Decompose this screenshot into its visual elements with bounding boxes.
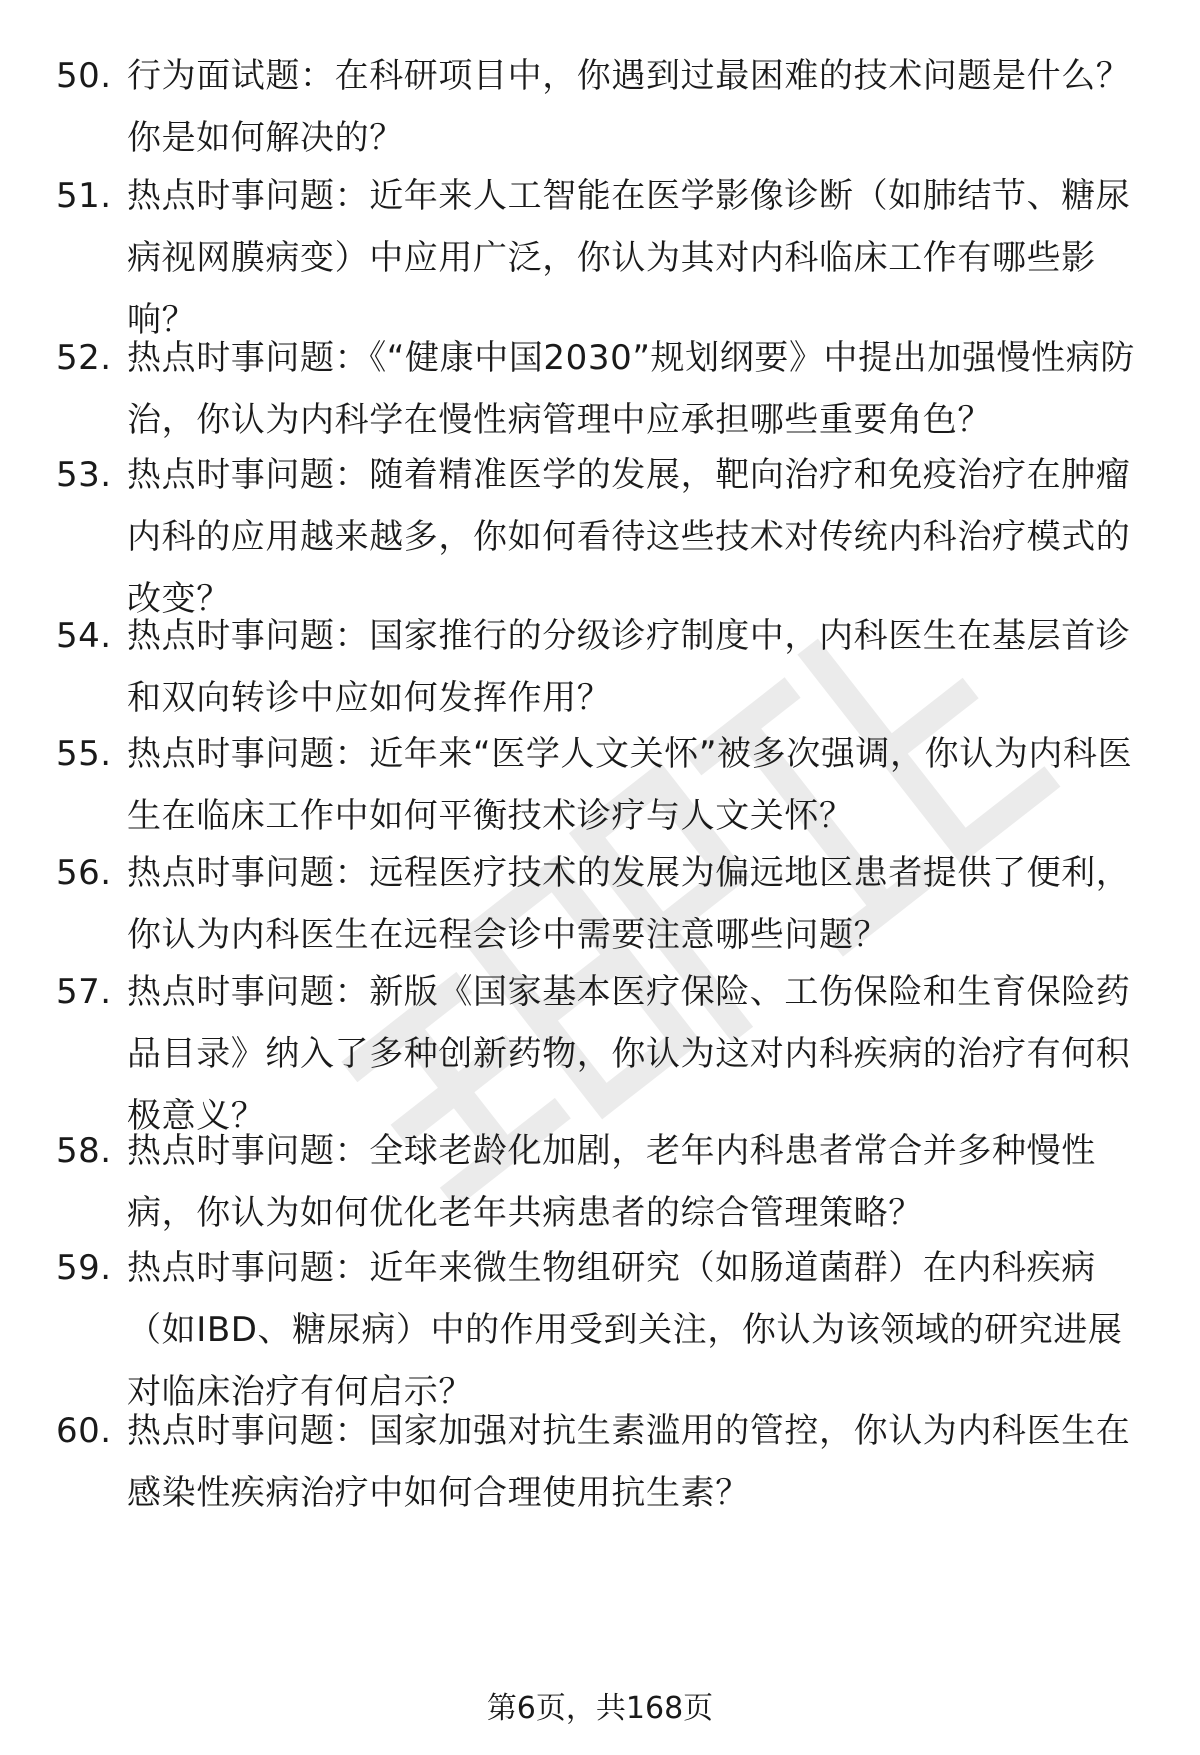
- question-number: 54.: [56, 616, 112, 656]
- question-text: 热点时事问题：近年来人工智能在医学影像诊断（如肺结节、糖尿病视网膜病变）中应用广泛，你认为其对内科临床工作有哪些影响？: [127, 176, 1131, 340]
- question-text: 热点时事问题：国家推行的分级诊疗制度中，内科医生在基层首诊和双向转诊中应如何发挥作用？: [127, 616, 1131, 718]
- question-text: 热点时事问题：国家加强对抗生素滥用的管控，你认为内科医生在感染性疾病治疗中如何合理使用抗生素？: [127, 1411, 1131, 1513]
- question-number: 51.: [56, 176, 112, 216]
- question-text: 热点时事问题：近年来微生物组研究（如肠道菌群）在内科疾病（如IBD、糖尿病）中的作用受到关注，你认为该领域的研究进展对临床治疗有何启示？: [127, 1248, 1123, 1412]
- question-number: 52.: [56, 338, 112, 378]
- question-text: 热点时事问题：新版《国家基本医疗保险、工伤保险和生育保险药品目录》纳入了多种创新药物，你认为这对内科疾病的治疗有何积极意义？: [127, 972, 1131, 1136]
- question-number: 50.: [56, 56, 112, 96]
- question-number: 59.: [56, 1248, 112, 1288]
- page-footer: 第6页，共168页: [486, 1691, 714, 1726]
- question-text: 热点时事问题：随着精准医学的发展，靶向治疗和免疫治疗在肿瘤内科的应用越来越多，你如何看待这些技术对传统内科治疗模式的改变？: [127, 455, 1131, 619]
- question-number: 56.: [56, 853, 112, 893]
- question-number: 60.: [56, 1411, 112, 1451]
- question-text: 热点时事问题：《“健康中国2030”规划纲要》中提出加强慢性病防治，你认为内科学在慢性病管理中应承担哪些重要角色？: [127, 338, 1135, 440]
- question-text: 热点时事问题：全球老龄化加剧，老年内科患者常合并多种慢性病，你认为如何优化老年共病患者的综合管理策略？: [127, 1131, 1096, 1233]
- question-number: 57.: [56, 972, 112, 1012]
- question-text: 行为面试题：在科研项目中，你遇到过最困难的技术问题是什么？你是如何解决的？: [127, 56, 1131, 158]
- question-number: 55.: [56, 734, 112, 774]
- question-text: 热点时事问题：近年来“医学人文关怀”被多次强调，你认为内科医生在临床工作中如何平衡技术诊疗与人文关怀？: [127, 734, 1133, 836]
- question-text: 热点时事问题：远程医疗技术的发展为偏远地区患者提供了便利，你认为内科医生在远程会诊中需要注意哪些问题？: [127, 853, 1131, 955]
- question-number: 58.: [56, 1131, 112, 1171]
- question-number: 53.: [56, 455, 112, 495]
